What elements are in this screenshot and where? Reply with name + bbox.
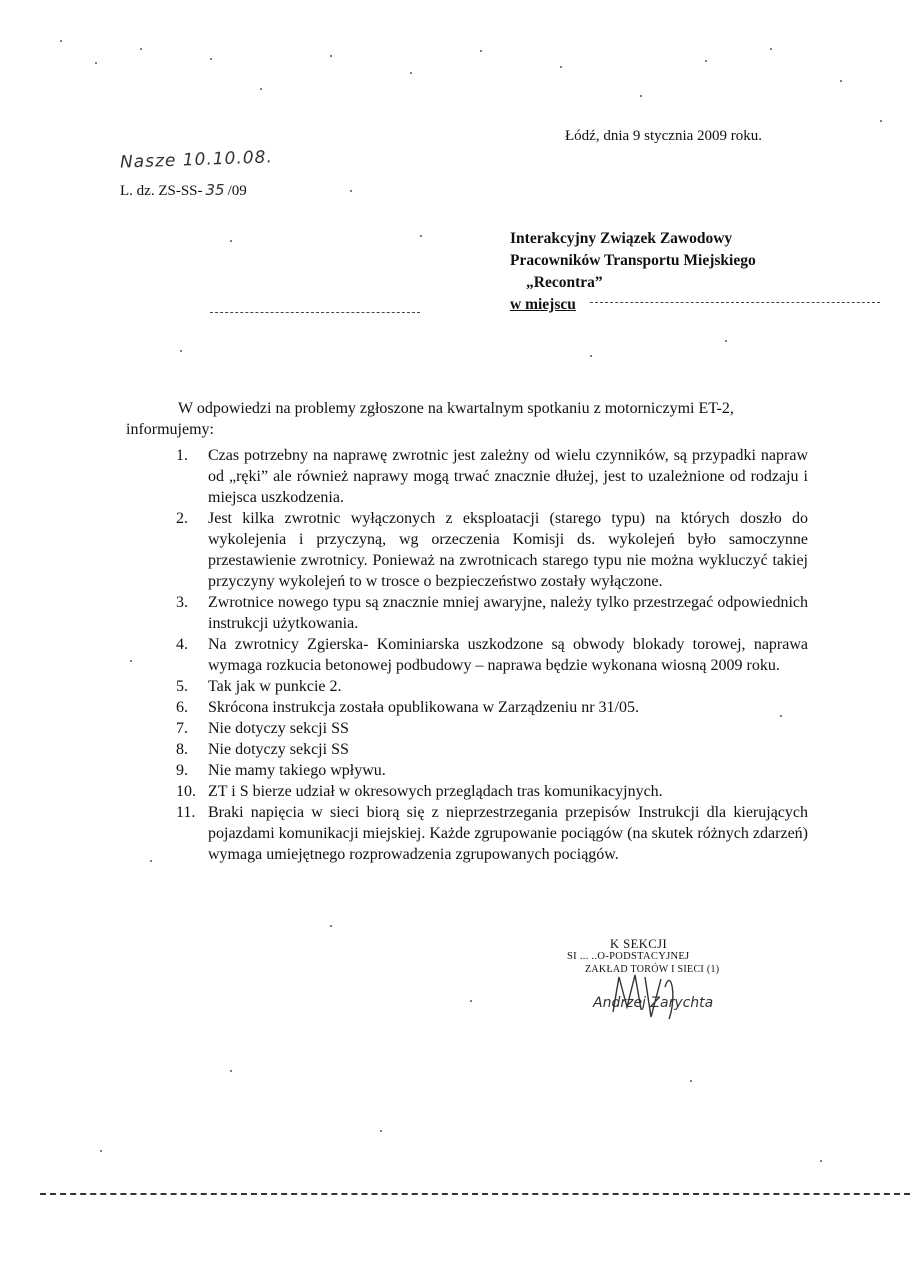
scan-speck bbox=[180, 350, 182, 352]
list-text: Czas potrzebny na naprawę zwrotnic jest zależny od wielu czynników, są przypadki napraw od „ręki” ale również naprawy mogą trwać znacznie dłużej, jest to uzależnione od rodzaju i miejsca uszkodzenia. bbox=[208, 447, 808, 506]
addressee-block bbox=[510, 228, 756, 316]
scan-speck bbox=[690, 1080, 692, 1082]
list-item bbox=[176, 592, 808, 634]
scan-speck bbox=[100, 1150, 102, 1152]
list-number: 5. bbox=[176, 678, 188, 695]
addressee-line: w miejscu bbox=[510, 296, 576, 313]
scan-speck bbox=[420, 235, 422, 237]
scan-speck bbox=[410, 72, 412, 74]
response-list bbox=[176, 445, 808, 865]
list-item bbox=[176, 739, 808, 760]
intro-text: informujemy: bbox=[126, 421, 214, 438]
place-and-date: Łódź, dnia 9 stycznia 2009 roku. bbox=[565, 128, 763, 144]
scan-speck bbox=[330, 55, 332, 57]
stamp-line: SI ... ..O-PODSTACYJNEJ bbox=[567, 951, 690, 962]
scan-speck bbox=[840, 80, 842, 82]
page-bottom-rule bbox=[40, 1193, 910, 1195]
scan-speck bbox=[95, 62, 97, 64]
scan-speck bbox=[590, 355, 592, 357]
list-item bbox=[176, 718, 808, 739]
intro-paragraph bbox=[126, 398, 806, 440]
stamp-line: K SEKCJI bbox=[610, 937, 668, 951]
list-item bbox=[176, 697, 808, 718]
list-item bbox=[176, 802, 808, 865]
scan-artifact-line bbox=[210, 312, 420, 313]
scan-speck bbox=[725, 340, 727, 342]
scan-speck bbox=[770, 48, 772, 50]
list-item bbox=[176, 508, 808, 592]
handwritten-note: Nasze 10.10.08. bbox=[119, 147, 274, 173]
scan-speck bbox=[330, 925, 332, 927]
addressee-line: Pracowników Transportu Miejskiego bbox=[510, 252, 756, 269]
signature-stamp bbox=[565, 937, 765, 1032]
scan-speck bbox=[130, 660, 132, 662]
addressee-line: Interakcyjny Związek Zawodowy bbox=[510, 230, 733, 247]
scan-speck bbox=[350, 190, 352, 192]
scan-speck bbox=[230, 240, 232, 242]
handwritten-signature-icon bbox=[605, 957, 685, 1027]
list-text: Na zwrotnicy Zgierska- Kominiarska uszkodzone są obwody blokady torowej, naprawa wymaga rozkucia betonowej podbudowy – naprawa będzie wykonana wiosną 2009 roku. bbox=[208, 636, 808, 674]
stamp-line: ZAKŁAD TORÓW I SIECI (1) bbox=[585, 964, 720, 975]
list-number: 8. bbox=[176, 741, 188, 758]
scan-speck bbox=[260, 88, 262, 90]
list-text: Tak jak w punkcie 2. bbox=[208, 678, 342, 695]
scan-speck bbox=[150, 860, 152, 862]
list-text: Nie dotyczy sekcji SS bbox=[208, 741, 349, 758]
list-text: Zwrotnice nowego typu są znacznie mniej awaryjne, należy tylko przestrzegać odpowiednich instrukcji użytkowania. bbox=[208, 594, 808, 632]
scan-speck bbox=[230, 1070, 232, 1072]
list-text: ZT i S bierze udział w okresowych przeglądach tras komunikacyjnych. bbox=[208, 783, 663, 800]
list-number: 11. bbox=[176, 804, 196, 821]
list-item bbox=[176, 445, 808, 508]
reference-prefix: L. dz. ZS-SS- bbox=[120, 183, 203, 199]
list-number: 10. bbox=[176, 783, 196, 800]
scan-speck bbox=[380, 1130, 382, 1132]
scan-speck bbox=[210, 58, 212, 60]
addressee-line: „Recontra” bbox=[526, 274, 603, 291]
list-text: Nie dotyczy sekcji SS bbox=[208, 720, 349, 737]
list-text: Nie mamy takiego wpływu. bbox=[208, 762, 386, 779]
scan-speck bbox=[60, 40, 62, 42]
list-item bbox=[176, 634, 808, 676]
signatory-name: Andrzej Zarychta bbox=[593, 995, 714, 1011]
list-number: 1. bbox=[176, 447, 188, 464]
list-item bbox=[176, 781, 808, 802]
scan-speck bbox=[470, 1000, 472, 1002]
scan-speck bbox=[140, 48, 142, 50]
list-number: 3. bbox=[176, 594, 188, 611]
reference-suffix: /09 bbox=[227, 183, 247, 199]
list-item bbox=[176, 760, 808, 781]
scan-speck bbox=[560, 66, 562, 68]
scan-speck bbox=[640, 95, 642, 97]
list-text: Skrócona instrukcja została opublikowana w Zarządzeniu nr 31/05. bbox=[208, 699, 639, 716]
list-text: Jest kilka zwrotnic wyłączonych z eksploatacji (starego typu) na których doszło do wykolejenia i przyczyną, wg orzeczenia Komisji ds. wykolejeń było samoczynne przestawienie zwrotnicy. Ponieważ na zwrotnicach starego typu nie można wykluczyć takiej przyczyny wykolejeń to w trosce o bezpieczeństwo zostały wyłączone. bbox=[208, 510, 808, 590]
scan-speck bbox=[820, 1160, 822, 1162]
scan-speck bbox=[880, 120, 882, 122]
list-text: Braki napięcia w sieci biorą się z nieprzestrzegania przepisów Instrukcji dla kierujących pojazdami komunikacji miejskiej. Każde zgrupowanie pociągów (na skutek różnych zdarzeń) wymaga umiejętnego rozprowadzenia zgrupowanych pociągów. bbox=[208, 804, 808, 863]
intro-text: W odpowiedzi na problemy zgłoszone na kwartalnym spotkaniu z motorniczymi ET-2, bbox=[178, 400, 734, 417]
list-number: 4. bbox=[176, 636, 188, 653]
list-number: 6. bbox=[176, 699, 188, 716]
scan-speck bbox=[705, 60, 707, 62]
reference-handwritten-number: 35 bbox=[205, 181, 225, 199]
list-number: 2. bbox=[176, 510, 188, 527]
reference-number bbox=[120, 181, 247, 200]
scan-speck bbox=[480, 50, 482, 52]
list-item bbox=[176, 676, 808, 697]
list-number: 7. bbox=[176, 720, 188, 737]
list-number: 9. bbox=[176, 762, 188, 779]
